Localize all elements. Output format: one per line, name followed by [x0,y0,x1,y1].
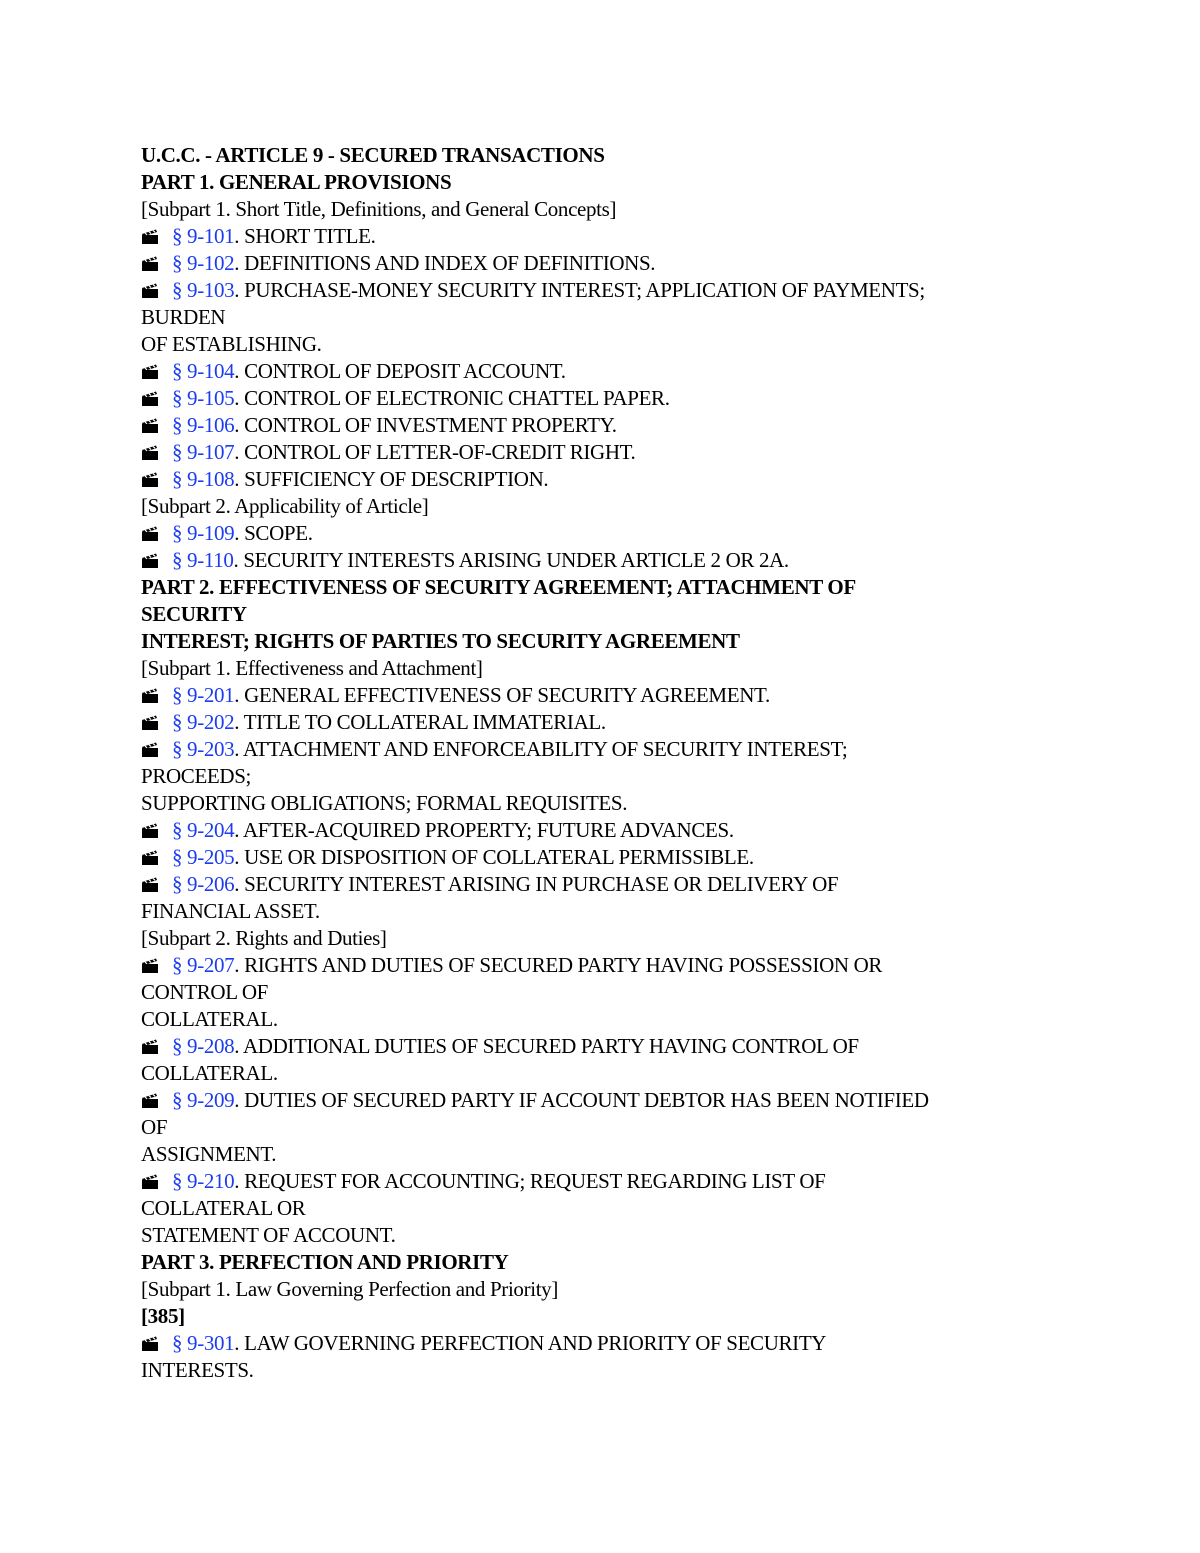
section-entry-9-105 [141,385,1081,412]
section-entry-9-103 [141,277,1081,304]
section-title: . ADDITIONAL DUTIES OF SECURED PARTY HAVING CONTROL OF [234,1034,859,1058]
section-link-9-110[interactable]: § 9-110 [172,548,234,572]
section-entry-9-209 [141,1087,1081,1114]
section-title-continuation: STATEMENT OF ACCOUNT. [141,1223,396,1247]
clapperboard-icon [141,823,160,838]
section-link-9-206[interactable]: § 9-206 [172,872,235,896]
section-link-9-104[interactable]: § 9-104 [172,359,235,383]
section-title: . LAW GOVERNING PERFECTION AND PRIORITY OF SECURITY [234,1331,827,1355]
section-link-9-203[interactable]: § 9-203 [172,737,235,761]
section-title: . SECURITY INTERESTS ARISING UNDER ARTICLE 2 OR 2A. [233,548,789,572]
section-title-continuation: OF [141,1115,168,1139]
subpart-heading: [Subpart 2. Rights and Duties] [141,926,387,950]
subpart-heading: [Subpart 1. Law Governing Perfection and Priority] [141,1277,558,1301]
section-entry-9-106 [141,412,1081,439]
clapperboard-icon [141,715,160,730]
section-title-continuation: CONTROL OF [141,980,268,1004]
section-entry-9-101 [141,223,1081,250]
section-title: . REQUEST FOR ACCOUNTING; REQUEST REGARDING LIST OF [234,1169,826,1193]
subpart-heading: [Subpart 1. Effectiveness and Attachment] [141,656,483,680]
part3-heading: PART 3. PERFECTION AND PRIORITY [141,1250,509,1274]
section-title: . GENERAL EFFECTIVENESS OF SECURITY AGREEMENT. [234,683,770,707]
part2-heading: PART 2. EFFECTIVENESS OF SECURITY AGREEMENT; ATTACHMENT OF [141,575,856,599]
section-link-9-108[interactable]: § 9-108 [172,467,235,491]
section-title-continuation: COLLATERAL OR [141,1196,306,1220]
subpart-heading: [Subpart 2. Applicability of Article] [141,494,429,518]
section-entry-9-207 [141,952,1081,979]
clapperboard-icon [141,418,160,433]
section-title-continuation: ASSIGNMENT. [141,1142,277,1166]
section-link-9-103[interactable]: § 9-103 [172,278,235,302]
section-link-9-209[interactable]: § 9-209 [172,1088,235,1112]
section-entry-9-204 [141,817,1081,844]
part2-heading-continuation: SECURITY [141,602,247,626]
article-title: U.C.C. - ARTICLE 9 - SECURED TRANSACTIONS [141,143,605,167]
section-title-continuation: OF ESTABLISHING. [141,332,322,356]
section-entry-9-201 [141,682,1081,709]
section-title-continuation: SUPPORTING OBLIGATIONS; FORMAL REQUISITES. [141,791,628,815]
section-link-9-106[interactable]: § 9-106 [172,413,235,437]
clapperboard-icon [141,391,160,406]
section-title: . CONTROL OF DEPOSIT ACCOUNT. [234,359,566,383]
section-entry-9-109 [141,520,1081,547]
clapperboard-icon [141,958,160,973]
section-title: . USE OR DISPOSITION OF COLLATERAL PERMISSIBLE. [234,845,754,869]
section-title: . RIGHTS AND DUTIES OF SECURED PARTY HAVING POSSESSION OR [234,953,883,977]
clapperboard-icon [141,445,160,460]
section-entry-9-205 [141,844,1081,871]
section-link-9-204[interactable]: § 9-204 [172,818,235,842]
clapperboard-icon [141,229,160,244]
section-entry-9-208 [141,1033,1081,1060]
clapperboard-icon [141,553,160,568]
document-page [141,142,1081,1384]
section-link-9-207[interactable]: § 9-207 [172,953,235,977]
clapperboard-icon [141,688,160,703]
clapperboard-icon [141,1039,160,1054]
section-link-9-201[interactable]: § 9-201 [172,683,235,707]
section-title: . CONTROL OF INVESTMENT PROPERTY. [234,413,617,437]
section-entry-9-206 [141,871,1081,898]
section-title: . CONTROL OF LETTER-OF-CREDIT RIGHT. [234,440,636,464]
section-link-9-301[interactable]: § 9-301 [172,1331,235,1355]
clapperboard-icon [141,850,160,865]
section-link-9-101[interactable]: § 9-101 [172,224,235,248]
section-title: . AFTER-ACQUIRED PROPERTY; FUTURE ADVANCES. [234,818,734,842]
section-title: . SUFFICIENCY OF DESCRIPTION. [234,467,549,491]
section-link-9-107[interactable]: § 9-107 [172,440,235,464]
clapperboard-icon [141,283,160,298]
section-entry-9-107 [141,439,1081,466]
section-title: . DUTIES OF SECURED PARTY IF ACCOUNT DEBTOR HAS BEEN NOTIFIED [234,1088,929,1112]
clapperboard-icon [141,1093,160,1108]
section-title: . ATTACHMENT AND ENFORCEABILITY OF SECURITY INTEREST; [234,737,848,761]
section-title-continuation: INTERESTS. [141,1358,254,1382]
clapperboard-icon [141,472,160,487]
section-link-9-109[interactable]: § 9-109 [172,521,235,545]
section-entry-9-110 [141,547,1081,574]
part2-heading-continuation: INTEREST; RIGHTS OF PARTIES TO SECURITY AGREEMENT [141,629,740,653]
clapperboard-icon [141,364,160,379]
section-entry-9-203 [141,736,1081,763]
section-link-9-202[interactable]: § 9-202 [172,710,235,734]
section-link-9-102[interactable]: § 9-102 [172,251,235,275]
section-entry-9-104 [141,358,1081,385]
section-title: . SECURITY INTEREST ARISING IN PURCHASE OR DELIVERY OF [234,872,839,896]
section-entry-9-102 [141,250,1081,277]
section-entry-9-108 [141,466,1081,493]
section-entry-9-301 [141,1330,1081,1357]
section-title-continuation: COLLATERAL. [141,1007,278,1031]
page-marker: [385] [141,1304,185,1328]
section-entry-9-202 [141,709,1081,736]
part1-heading: PART 1. GENERAL PROVISIONS [141,170,452,194]
clapperboard-icon [141,256,160,271]
clapperboard-icon [141,742,160,757]
section-title: . DEFINITIONS AND INDEX OF DEFINITIONS. [234,251,656,275]
section-title-continuation: PROCEEDS; [141,764,252,788]
section-link-9-205[interactable]: § 9-205 [172,845,235,869]
section-title-continuation: FINANCIAL ASSET. [141,899,320,923]
section-title: . SHORT TITLE. [234,224,376,248]
section-title: . TITLE TO COLLATERAL IMMATERIAL. [234,710,606,734]
section-link-9-210[interactable]: § 9-210 [172,1169,235,1193]
section-title-continuation: COLLATERAL. [141,1061,278,1085]
clapperboard-icon [141,1174,160,1189]
section-link-9-105[interactable]: § 9-105 [172,386,235,410]
clapperboard-icon [141,526,160,541]
clapperboard-icon [141,877,160,892]
section-title: . CONTROL OF ELECTRONIC CHATTEL PAPER. [234,386,670,410]
section-title-continuation: BURDEN [141,305,226,329]
clapperboard-icon [141,1336,160,1351]
section-title: . PURCHASE-MONEY SECURITY INTEREST; APPLICATION OF PAYMENTS; [234,278,925,302]
subpart-heading: [Subpart 1. Short Title, Definitions, and General Concepts] [141,197,617,221]
section-link-9-208[interactable]: § 9-208 [172,1034,235,1058]
section-title: . SCOPE. [234,521,313,545]
section-entry-9-210 [141,1168,1081,1195]
